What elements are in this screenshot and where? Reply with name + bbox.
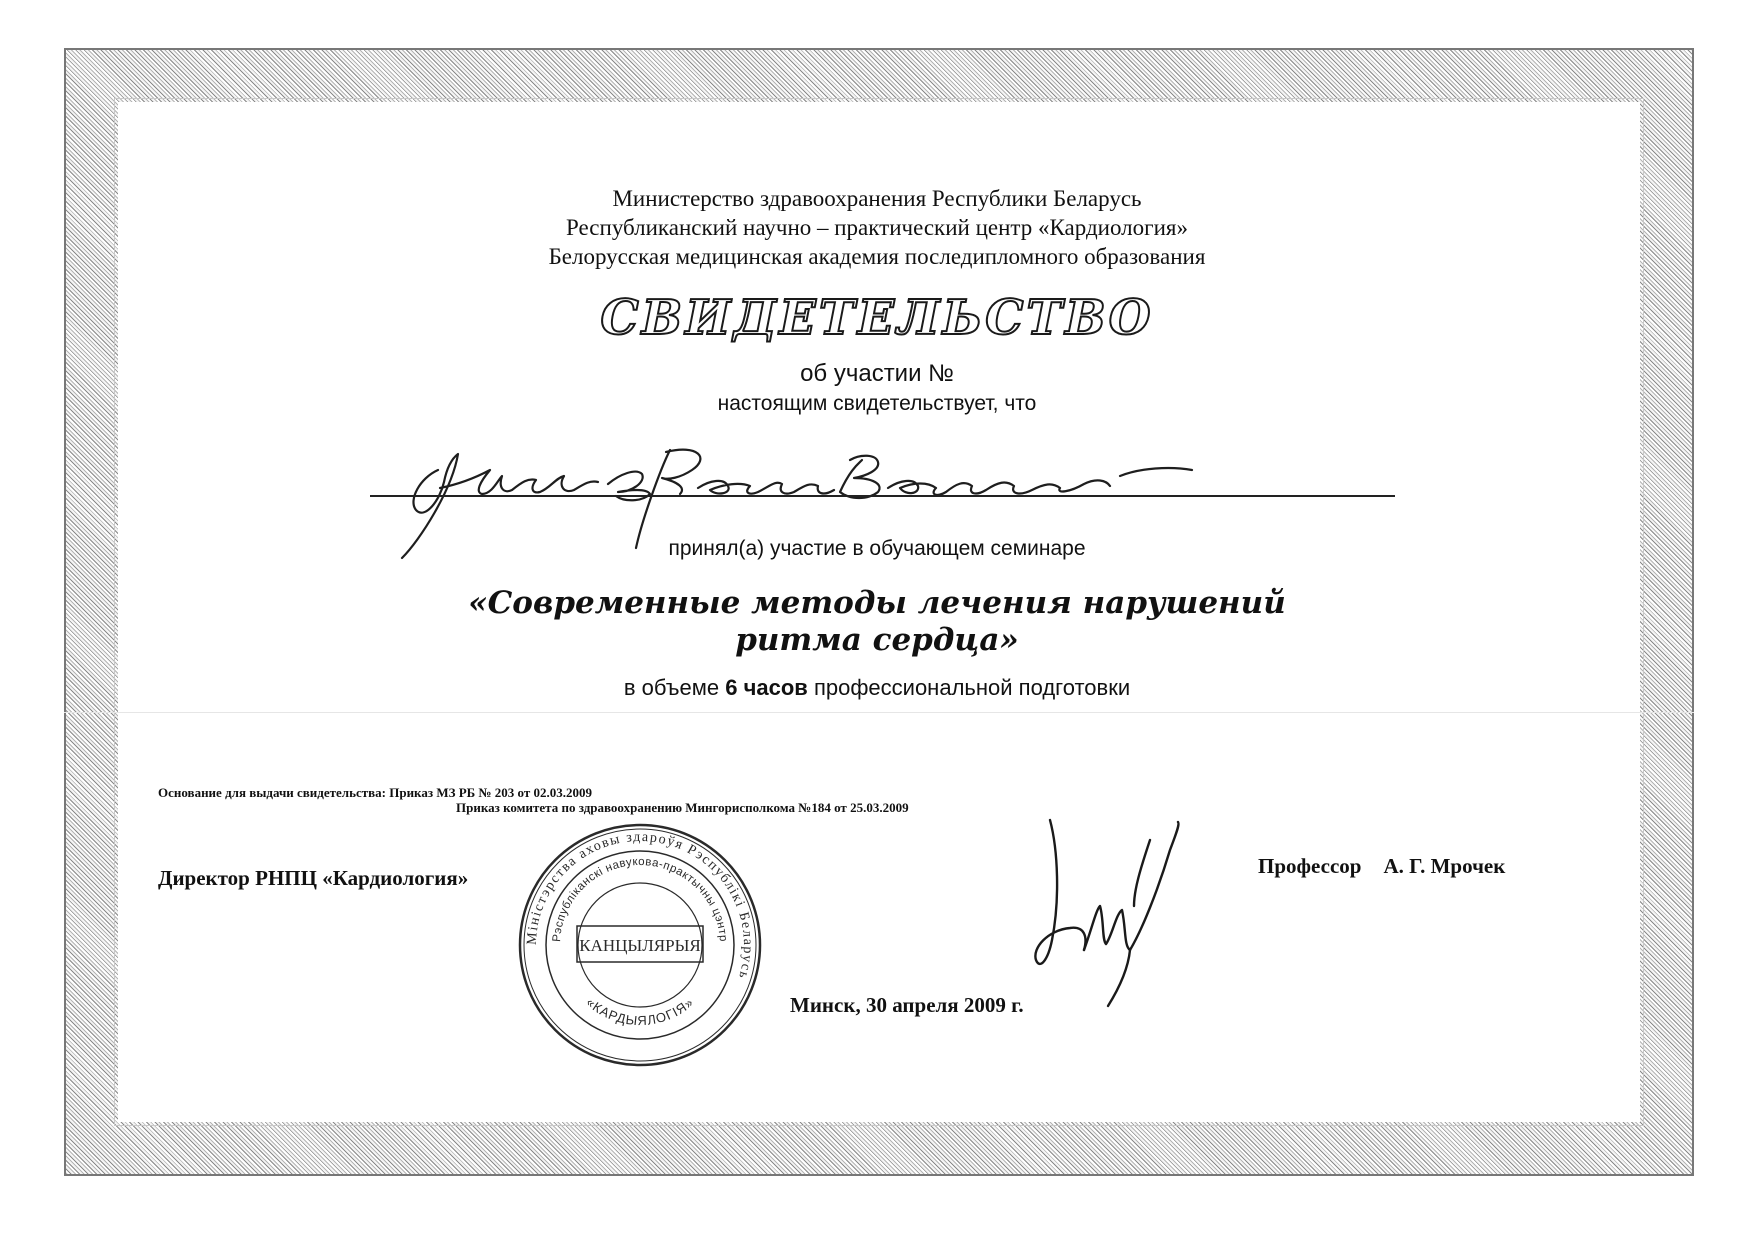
certificate-title: СВИДЕТЕЛЬСТВО bbox=[600, 290, 1154, 346]
seal-bottom-text: «КАРДЫЯЛОГІЯ» bbox=[583, 994, 697, 1029]
place-and-date: Минск, 30 апреля 2009 г. bbox=[790, 993, 1024, 1017]
official-seal bbox=[515, 820, 765, 1070]
ministry-name: Министерство здравоохранения Республики Беларусь bbox=[612, 186, 1142, 211]
hours-amount: 6 часов bbox=[725, 675, 808, 700]
center-name: Республиканский научно – практический центр «Кардиология» bbox=[566, 215, 1188, 240]
seminar-title-line1: «Современные методы лечения нарушений bbox=[468, 585, 1286, 621]
director-title: Директор РНПЦ «Кардиология» bbox=[158, 866, 469, 890]
training-hours bbox=[0, 675, 1754, 701]
seal-outer-text: Міністэрства аховы здароўя Рэспублікі Беларусь bbox=[524, 829, 756, 982]
participation-number-label: об участии № bbox=[800, 360, 954, 387]
participation-statement: принял(а) участие в обучающем семинаре bbox=[668, 537, 1086, 560]
certifies-text: настоящим свидетельствует, что bbox=[717, 392, 1037, 415]
svg-text:Міністэрства аховы здароўя Рэс bbox=[525, 830, 755, 981]
committee-order: Приказ комитета по здравоохранению Мингорисполкома №184 от 25.03.2009 bbox=[456, 800, 909, 815]
svg-text:«КАРДЫЯЛОГІЯ» bbox=[583, 994, 696, 1028]
professor-name: А. Г. Мрочек bbox=[1383, 854, 1506, 878]
fold-line bbox=[64, 712, 1694, 713]
hours-prefix: в объеме bbox=[623, 675, 720, 700]
academy-name: Белорусская медицинская академия последипломного образования bbox=[548, 244, 1206, 269]
director-signature bbox=[1030, 810, 1200, 1010]
seal-center-text: КАНЦЫЛЯРЫЯ bbox=[579, 936, 701, 955]
professor-title: Профессор bbox=[1258, 854, 1362, 878]
issuance-basis: Основание для выдачи свидетельства: Приказ МЗ РБ № 203 от 02.03.2009 bbox=[158, 785, 593, 800]
professor-signatory bbox=[1258, 854, 1505, 879]
recipient-name-line bbox=[370, 495, 1395, 497]
hours-suffix: профессиональной подготовки bbox=[813, 675, 1131, 700]
seminar-title-line2: ритма сердца» bbox=[735, 622, 1019, 658]
seal-inner-text: Рэспубліканскі навукова-практычны цэнтр bbox=[550, 855, 729, 943]
